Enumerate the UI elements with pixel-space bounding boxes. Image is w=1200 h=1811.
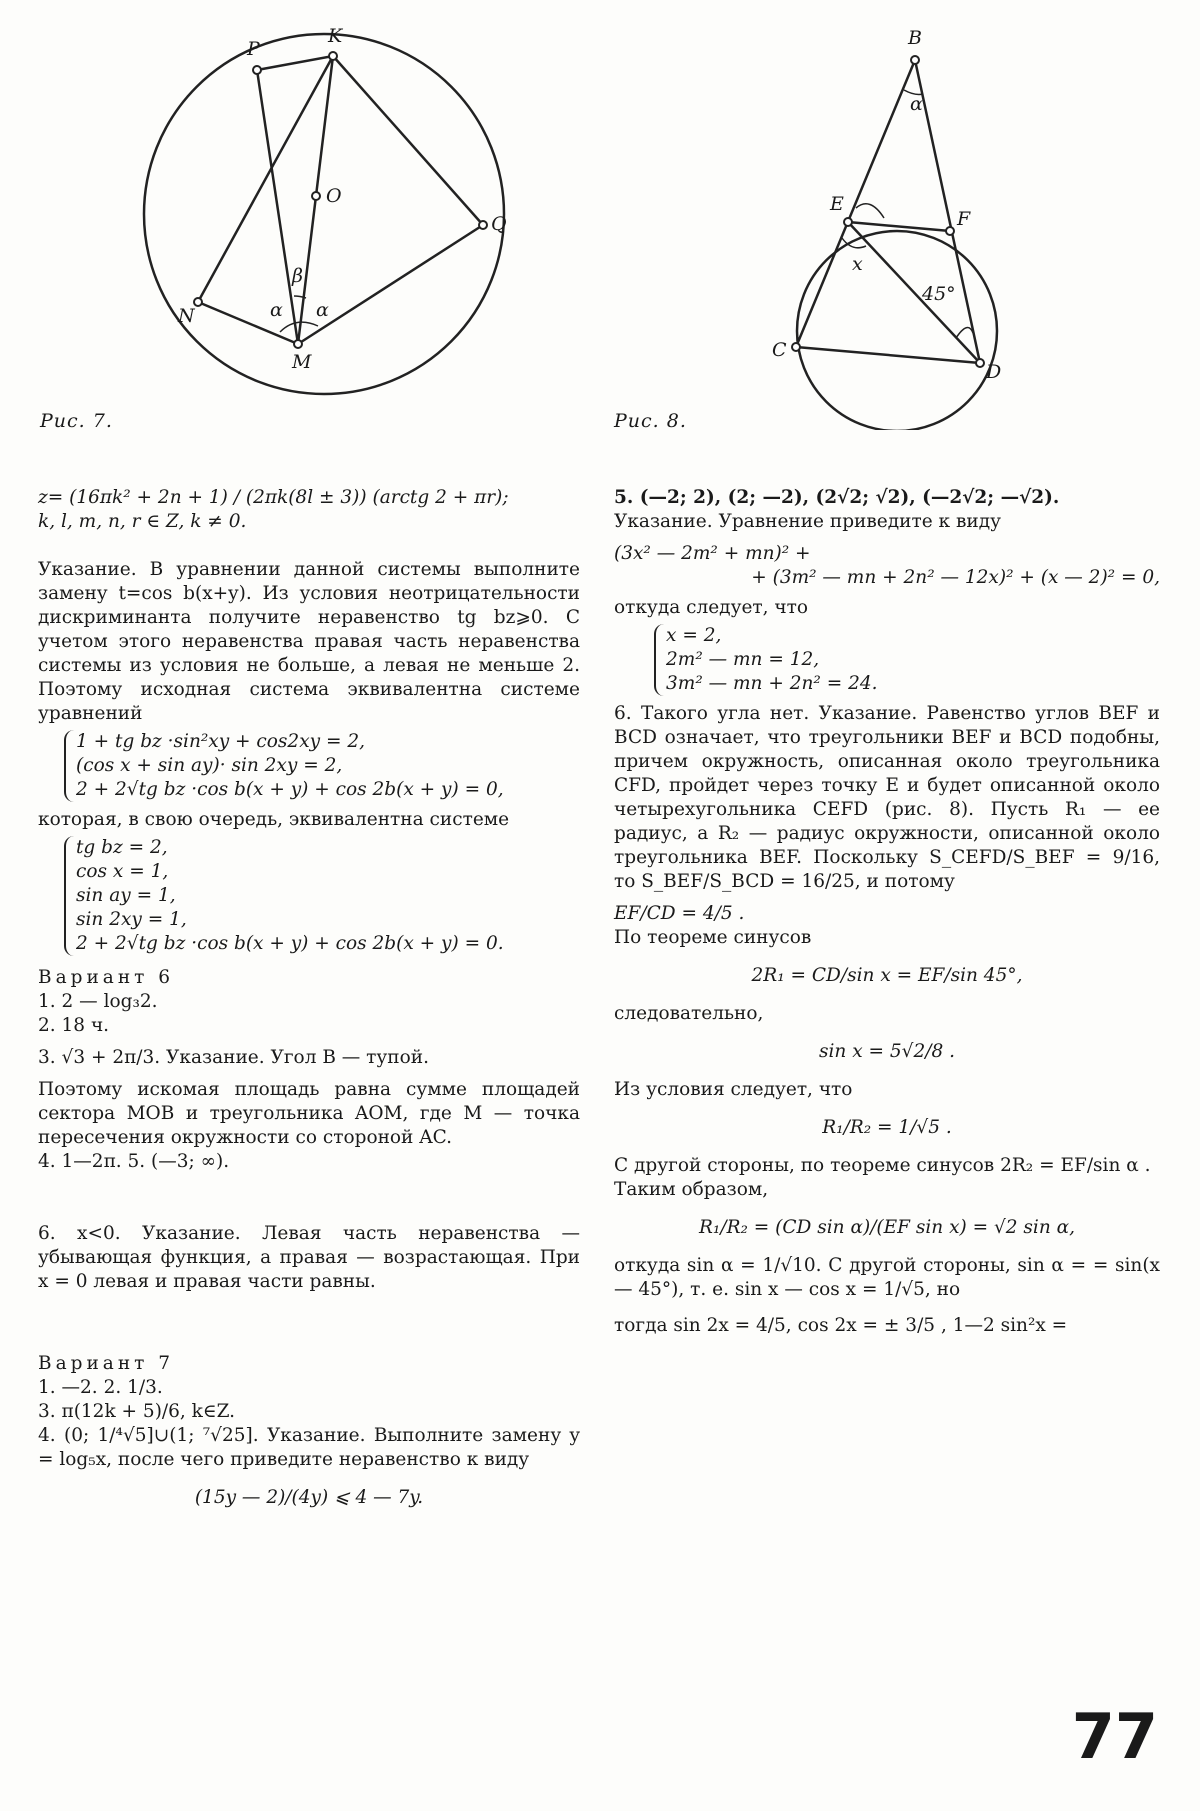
thus-text: Таким образом, [614, 1179, 769, 1200]
label-O: O [326, 185, 342, 207]
variant-6-heading: Вариант 6 [38, 967, 175, 988]
v6-answer-4-5: 4. 1—2π. 5. (—3; ∞). [38, 1151, 230, 1172]
v6-answer-6: 6. x<0. Указание. Левая часть неравенства — убывающая функция, а правая — возрастающая. При x = 0 левая и правая части равны. [38, 1223, 580, 1292]
system-2 [64, 836, 580, 956]
system-1-eq-1: 1 + tg bz ·sin²xy + cos2xy = 2, [76, 731, 365, 752]
v6-answer-3: 3. √3 + 2π/3. Указание. Угол B — тупой. [38, 1047, 429, 1068]
v7-answer-4: 4. (0; 1/⁴√5]∪(1; ⁷√25]. Указание. Выполните замену y = log₅x, после чего приведите неравенство к виду [38, 1425, 580, 1470]
final-line: тогда sin 2x = 4/5, cos 2x = ± 3/5 , 1—2 sin²x = [614, 1315, 1068, 1336]
system-1-eq-3: 2 + 2√tg bz ·cos b(x + y) + cos 2b(x + y) = 0, [76, 779, 504, 800]
condition-text: Из условия следует, что [614, 1079, 853, 1100]
label-F: F [957, 208, 971, 230]
answer-6-text: 6. Такого угла нет. Указание. Равенство углов BEF и BCD означает, что треугольники BEF и BCD подобны, причем окружность, описанная около треугольника CFD, пройдет через точку E и будет описанной около четырехугольника CEFD (рис. 8). Пусть R₁ — ее радиус, а R₂ — радиус окружности, описанной около треугольника BEF. Поскольку S_CEFD/S_BEF = 9/16, то S_BEF/S_BCD = 16/25, и потому [614, 703, 1160, 892]
figure-7 [120, 20, 540, 430]
sine-theorem-text: По теореме синусов [614, 927, 812, 948]
label-Q: Q [491, 213, 507, 235]
right-column [614, 486, 1160, 1338]
system-3-eq-1: x = 2, [666, 625, 722, 646]
v6-answer-3-text: Поэтому искомая площадь равна сумме площадей сектора MOB и треугольника AOM, где M — точка пересечения окружности со стороной AC. [38, 1079, 580, 1148]
v6-answer-2: 2. 18 ч. [38, 1015, 110, 1036]
left-column [38, 486, 580, 1510]
system-3 [654, 624, 1160, 696]
label-alpha-right: α [316, 299, 329, 321]
sin-alpha-text: откуда sin α = 1/√10. С другой стороны, sin α = = sin(x — 45°), т. е. sin x — cos x = 1/√5, но [614, 1255, 1160, 1300]
label-D: D [986, 361, 1002, 383]
parameters-line: k, l, m, n, r ∈ Z, k ≠ 0. [38, 511, 247, 532]
v6-answer-5-right: 5. (—2; 2), (2; —2), (2√2; √2), (—2√2; —√2). [614, 487, 1060, 508]
sine-theorem-formula: 2R₁ = CD/sin x = EF/sin 45°, [751, 965, 1023, 986]
label-P: P [247, 38, 260, 60]
label-beta: β [292, 265, 303, 287]
system-2-eq-4: sin 2xy = 1, [76, 909, 187, 930]
equation-line-1: (3x² — 2m² + mn)² + [614, 543, 811, 564]
label-E: E [830, 193, 844, 215]
label-alpha: α [910, 93, 923, 115]
system-3-eq-3: 3m² — mn + 2n² = 24. [666, 673, 878, 694]
system-1-eq-2: (cos x + sin ay)· sin 2xy = 2, [76, 755, 343, 776]
z-formula: z= (16πk² + 2n + 1) / (2πk(8l ± 3)) (arctg 2 + πr); [38, 487, 509, 508]
v7-answer-3: 3. π(12k + 5)/6, k∈Z. [38, 1401, 235, 1422]
figure-8 [760, 20, 1020, 430]
v7-inequality: (15y — 2)/(4y) ⩽ 4 — 7y. [194, 1487, 424, 1508]
variant-7-heading: Вариант 7 [38, 1353, 175, 1374]
system-3-eq-2: 2m² — mn = 12, [666, 649, 820, 670]
system-2-eq-3: sin ay = 1, [76, 885, 176, 906]
label-alpha-left: α [270, 299, 283, 321]
label-N: N [178, 305, 195, 327]
therefore-text: следовательно, [614, 1003, 764, 1024]
v7-answer-1-2: 1. —2. 2. 1/3. [38, 1377, 163, 1398]
sin-x-formula: sin x = 5√2/8 . [819, 1041, 955, 1062]
equation-line-2: + (3m² — mn + 2n² — 12x)² + (x — 2)² = 0, [751, 567, 1160, 588]
label-C: C [772, 339, 787, 361]
other-side-text: С другой стороны, по теореме синусов 2R₂ = EF/sin α . [614, 1155, 1151, 1176]
system-2-eq-2: cos x = 1, [76, 861, 169, 882]
page-number: 77 [1071, 1700, 1158, 1773]
label-M: M [292, 351, 312, 373]
figure-7-caption: Рис. 7. [40, 410, 113, 432]
label-B: B [908, 27, 922, 49]
hint-system: Указание. В уравнении данной системы выполните замену t=cos b(x+y). Из условия неотрицательности дискриминанта получите неравенство tg bz⩾0. С учетом этого неравенства правая часть неравенства системы из условия не больше, а левая не меньше 2. Поэтому исходная система эквивалентна системе уравнений [38, 559, 580, 724]
hint-equation: Указание. Уравнение приведите к виду [614, 511, 1001, 532]
ef-cd-ratio: EF/CD = 4/5 . [614, 903, 745, 924]
label-K: K [328, 25, 343, 47]
label-x: x [852, 253, 863, 275]
equivalent-text: которая, в свою очередь, эквивалентна системе [38, 809, 510, 830]
follows-text: откуда следует, что [614, 597, 809, 618]
system-2-eq-1: tg bz = 2, [76, 837, 168, 858]
r-ratio-formula: R₁/R₂ = 1/√5 . [822, 1117, 952, 1138]
system-1 [64, 730, 580, 802]
system-2-eq-5: 2 + 2√tg bz ·cos b(x + y) + cos 2b(x + y) = 0. [76, 933, 504, 954]
figure-8-caption: Рис. 8. [614, 410, 687, 432]
label-45: 45° [922, 283, 956, 305]
r-ratio-sin-formula: R₁/R₂ = (CD sin α)/(EF sin x) = √2 sin α, [699, 1217, 1075, 1238]
v6-answer-1: 1. 2 — log₃2. [38, 991, 158, 1012]
